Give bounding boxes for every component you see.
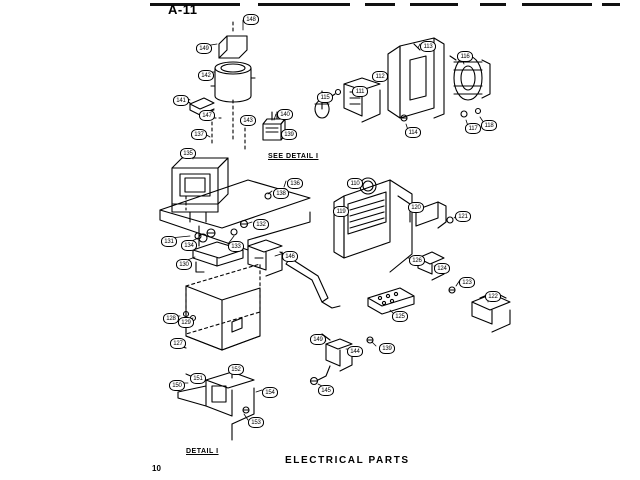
callout-bubble: 138 [273,188,289,199]
page-number: 10 [152,464,161,473]
callout-bubble: 146 [282,251,298,262]
rule-segment [410,3,458,6]
page-code: A-11 [168,2,198,17]
callout-bubble: 119 [333,206,349,217]
rule-segment [602,3,620,6]
callout-bubble: 145 [318,385,334,396]
callout-bubble: 140 [277,109,293,120]
callout-bubble: 121 [455,211,471,222]
callout-bubble: 130 [176,259,192,270]
detail-label: SEE DETAIL I [268,153,319,160]
rule-segment [258,3,350,6]
callout-bubble: 139 [379,343,395,354]
callout-bubble: 112 [372,71,388,82]
callout-bubble: 115 [317,92,333,103]
top-rule [150,0,620,10]
callout-bubble: 124 [434,263,450,274]
callout-bubble: 147 [199,110,215,121]
callout-bubble: 139 [281,129,297,140]
callout-bubble: 122 [485,291,501,302]
callout-bubble: 142 [198,70,214,81]
callout-bubble: 110 [347,178,363,189]
callout-bubble: 141 [173,95,189,106]
callout-bubble: 134 [181,240,197,251]
callout-bubble: 126 [409,255,425,266]
callout-bubble: 154 [262,387,278,398]
callout-bubble: 111 [352,86,368,97]
callout-bubble: 133 [228,241,244,252]
callout-bubble: 127 [170,338,186,349]
rule-segment [480,3,506,6]
callout-bubble: 151 [190,373,206,384]
callout-bubble: 118 [481,120,497,131]
detail-label: DETAIL I [186,448,219,455]
callout-bubble: 120 [408,202,424,213]
callout-bubble: 135 [180,148,196,159]
callout-bubble: 144 [347,346,363,357]
callout-bubble: 125 [392,311,408,322]
callout-bubble: 143 [240,115,256,126]
callout-bubble: 117 [465,123,481,134]
callout-bubble: 148 [243,14,259,25]
callout-bubble: 113 [420,41,436,52]
callout-bubble: 136 [287,178,303,189]
rule-segment [365,3,395,6]
callout-bubble: 137 [191,129,207,140]
rule-segment [522,3,592,6]
callout-bubble: 149 [196,43,212,54]
callout-bubble: 150 [169,380,185,391]
callout-bubble: 132 [253,219,269,230]
callout-bubble: 116 [457,51,473,62]
callout-bubble: 149 [310,334,326,345]
callout-bubble: 123 [459,277,475,288]
callout-bubble: 152 [228,364,244,375]
callout-bubble: 129 [178,317,194,328]
callout-bubble: 114 [405,127,421,138]
callout-bubble: 131 [161,236,177,247]
callout-bubble: 128 [163,313,179,324]
callout-bubble: 153 [248,417,264,428]
figure-title: ELECTRICAL PARTS [285,455,410,466]
